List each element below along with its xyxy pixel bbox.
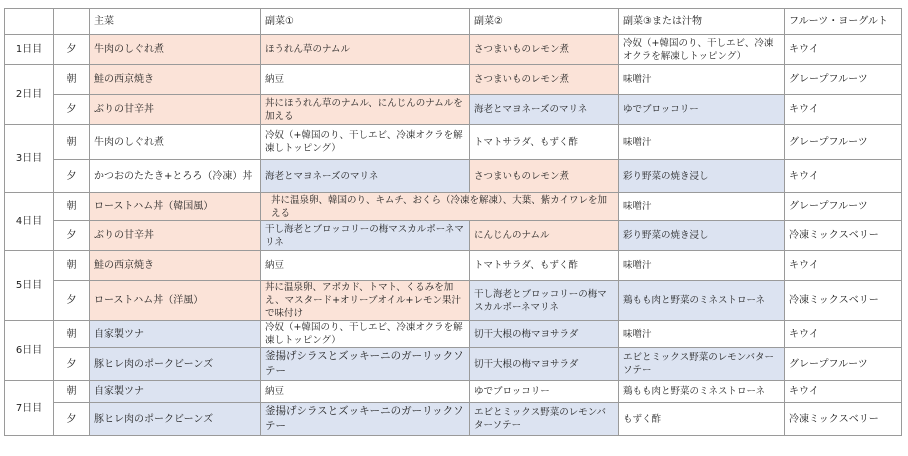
meal-label: 朝 [54, 125, 90, 160]
side-dish-3: 冷奴（+韓国のり、干しエビ、冷凍オクラを解凍しトッピング） [619, 35, 785, 65]
side-dish-1: 納豆 [261, 65, 470, 95]
side-dish-1: 釜揚げシラスとズッキーニのガーリックソテー [261, 348, 470, 381]
header-meal [54, 9, 90, 35]
header-fruit: フルーツ・ヨーグルト [785, 9, 902, 35]
fruit: グレープフルーツ [785, 125, 902, 160]
meal-label: 朝 [54, 381, 90, 403]
side-dish-1: 納豆 [261, 251, 470, 281]
meal-label: 夕 [54, 35, 90, 65]
side-dish-2: トマトサラダ、もずく酢 [470, 125, 619, 160]
side-dish-2: さつまいものレモン煮 [470, 160, 619, 193]
main-dish: ローストハム丼（洋風） [90, 281, 261, 321]
header-side3: 副菜③または汁物 [619, 9, 785, 35]
table-row [5, 65, 902, 95]
side-dish-2: エビとミックス野菜のレモンバターソテー [470, 403, 619, 436]
table-row [5, 251, 902, 281]
fruit: 冷凍ミックスベリー [785, 281, 902, 321]
table-row [5, 125, 902, 160]
table-row [5, 35, 902, 65]
side-dish-2: 切干大根の梅マヨサラダ [470, 321, 619, 348]
side-dish-3: 味噌汁 [619, 251, 785, 281]
side-dish-2: さつまいものレモン煮 [470, 35, 619, 65]
side-dish-1: 丼にほうれん草のナムル、にんじんのナムルを加える [261, 95, 470, 125]
fruit: キウイ [785, 95, 902, 125]
main-dish: 牛肉のしぐれ煮 [90, 35, 261, 65]
meal-label: 夕 [54, 403, 90, 436]
side-dish-2: にんじんのナムル [470, 221, 619, 251]
side-dish-combined: 丼に温泉卵、韓国のり、キムチ、おくら（冷凍を解凍）、大葉、紫カイワレを加える [261, 193, 619, 221]
side-dish-3: 鶏もも肉と野菜のミネストローネ [619, 281, 785, 321]
day-label: 1日目 [5, 35, 54, 65]
meal-label: 朝 [54, 193, 90, 221]
header-main: 主菜 [90, 9, 261, 35]
meal-label: 夕 [54, 221, 90, 251]
main-dish: 豚ヒレ肉のポークビーンズ [90, 403, 261, 436]
table-row [5, 95, 902, 125]
day-label: 7日目 [5, 381, 54, 436]
table-row [5, 160, 902, 193]
fruit: キウイ [785, 321, 902, 348]
meal-label: 夕 [54, 95, 90, 125]
table-row [5, 281, 902, 321]
side-dish-3: 味噌汁 [619, 193, 785, 221]
fruit: キウイ [785, 251, 902, 281]
fruit: 冷凍ミックスベリー [785, 403, 902, 436]
side-dish-2: トマトサラダ、もずく酢 [470, 251, 619, 281]
meal-plan [4, 8, 902, 436]
main-dish: かつおのたたき+とろろ（冷凍）丼 [90, 160, 261, 193]
side-dish-3: エビとミックス野菜のレモンバターソテー [619, 348, 785, 381]
table-row [5, 321, 902, 348]
side-dish-2: さつまいものレモン煮 [470, 65, 619, 95]
side-dish-3: 味噌汁 [619, 65, 785, 95]
table-row [5, 348, 902, 381]
fruit: 冷凍ミックスベリー [785, 221, 902, 251]
meal-label: 夕 [54, 160, 90, 193]
side-dish-1: 海老とマヨネーズのマリネ [261, 160, 470, 193]
fruit: グレープフルーツ [785, 65, 902, 95]
meal-label: 夕 [54, 281, 90, 321]
main-dish: ぶりの甘辛丼 [90, 95, 261, 125]
table-row [5, 381, 902, 403]
fruit: キウイ [785, 35, 902, 65]
side-dish-1: 干し海老とブロッコリーの梅マスカルポーネマリネ [261, 221, 470, 251]
header-row [5, 9, 902, 35]
header-side2: 副菜② [470, 9, 619, 35]
day-label: 4日目 [5, 193, 54, 251]
main-dish: ローストハム丼（韓国風） [90, 193, 261, 221]
meal-label: 朝 [54, 251, 90, 281]
side-dish-3: ゆでブロッコリー [619, 95, 785, 125]
main-dish: 豚ヒレ肉のポークビーンズ [90, 348, 261, 381]
fruit: グレープフルーツ [785, 193, 902, 221]
side-dish-3: 鶏もも肉と野菜のミネストローネ [619, 381, 785, 403]
side-dish-1: 丼に温泉卵、アボカド、トマト、くるみを加え、マスタード+オリーブオイル+レモン果汁で味付け [261, 281, 470, 321]
side-dish-1: 納豆 [261, 381, 470, 403]
header-side1: 副菜① [261, 9, 470, 35]
side-dish-1: 冷奴（+韓国のり、干しエビ、冷凍オクラを解凍しトッピング） [261, 125, 470, 160]
side-dish-3: もずく酢 [619, 403, 785, 436]
side-dish-1: ほうれん草のナムル [261, 35, 470, 65]
main-dish: 牛肉のしぐれ煮 [90, 125, 261, 160]
day-label: 5日目 [5, 251, 54, 321]
table-row [5, 221, 902, 251]
day-label: 6日目 [5, 321, 54, 381]
side-dish-3: 彩り野菜の焼き浸し [619, 160, 785, 193]
side-dish-2: 干し海老とブロッコリーの梅マスカルポーネマリネ [470, 281, 619, 321]
side-dish-2: 海老とマヨネーズのマリネ [470, 95, 619, 125]
side-dish-3: 彩り野菜の焼き浸し [619, 221, 785, 251]
day-label: 2日目 [5, 65, 54, 125]
meal-label: 朝 [54, 321, 90, 348]
fruit: キウイ [785, 381, 902, 403]
meal-label: 朝 [54, 65, 90, 95]
side-dish-3: 味噌汁 [619, 125, 785, 160]
main-dish: 自家製ツナ [90, 381, 261, 403]
main-dish: 鮭の西京焼き [90, 65, 261, 95]
side-dish-3: 味噌汁 [619, 321, 785, 348]
meal-label: 夕 [54, 348, 90, 381]
meal-plan-table [4, 8, 902, 436]
main-dish: ぶりの甘辛丼 [90, 221, 261, 251]
fruit: キウイ [785, 160, 902, 193]
side-dish-2: 切干大根の梅マヨサラダ [470, 348, 619, 381]
main-dish: 自家製ツナ [90, 321, 261, 348]
table-row [5, 403, 902, 436]
table-row [5, 193, 902, 221]
main-dish: 鮭の西京焼き [90, 251, 261, 281]
side-dish-2: ゆでブロッコリー [470, 381, 619, 403]
side-dish-1: 冷奴（+韓国のり、干しエビ、冷凍オクラを解凍しトッピング） [261, 321, 470, 348]
side-dish-1: 釜揚げシラスとズッキーニのガーリックソテー [261, 403, 470, 436]
day-label: 3日目 [5, 125, 54, 193]
header-day [5, 9, 54, 35]
fruit: グレープフルーツ [785, 348, 902, 381]
